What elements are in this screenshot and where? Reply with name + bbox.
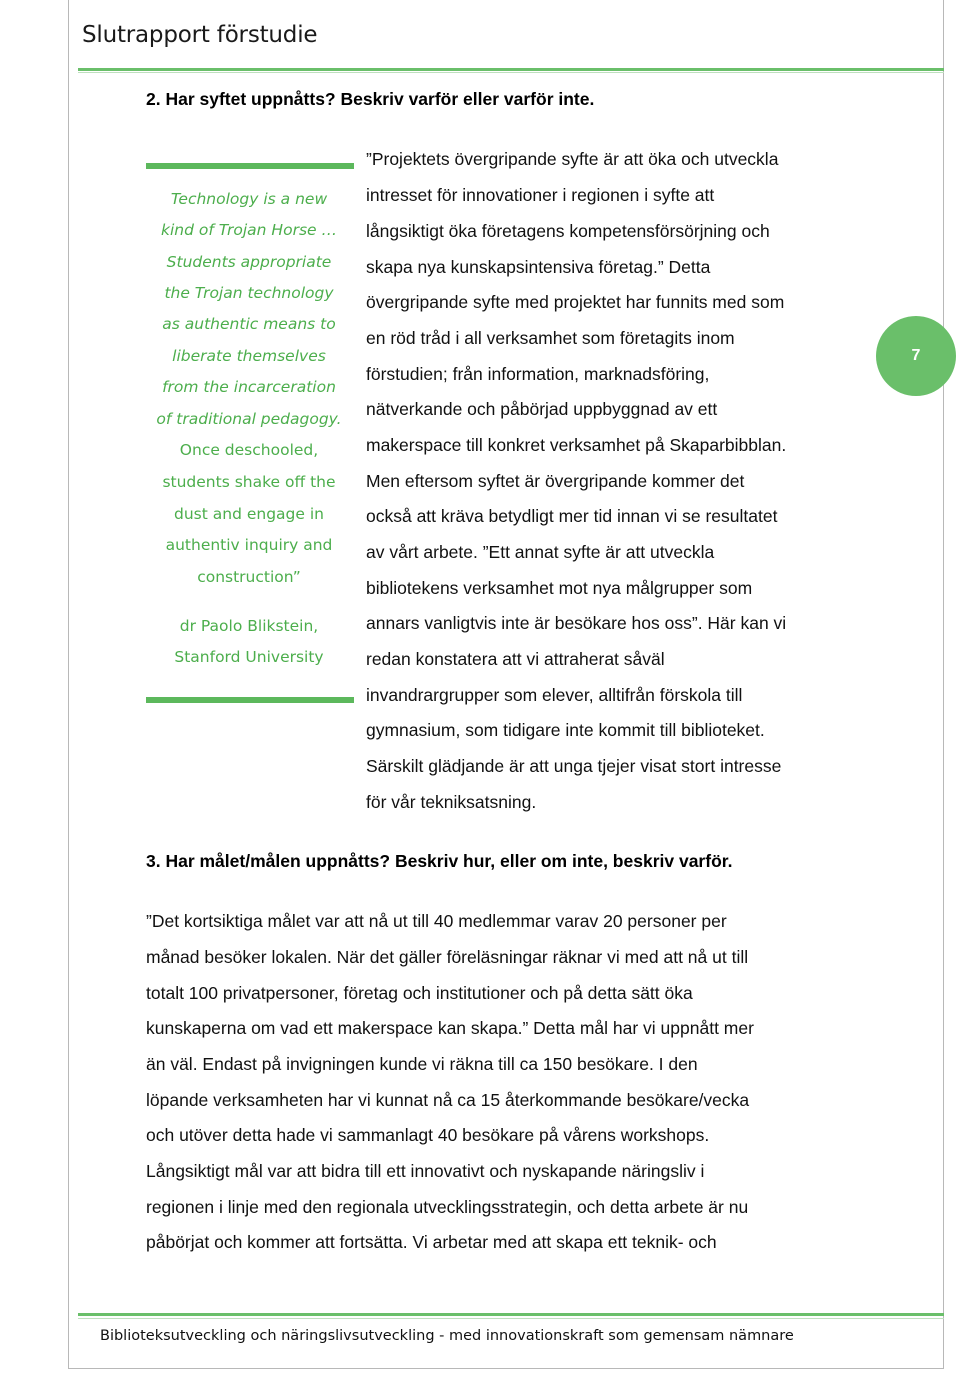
body-line: Långsiktigt mål var att bidra till ett innovativt och nyskapande näringsliv i <box>146 1161 705 1181</box>
quote-line: as authentic means to <box>162 315 336 333</box>
body-line: övergripande syfte med projektet har funnits med som <box>366 292 785 312</box>
body-line: för vår tekniksatsning. <box>366 792 537 812</box>
quote-line: authentiv inquiry and <box>165 536 333 554</box>
section-3-heading: 3. Har målet/målen uppnåtts? Beskriv hur, eller om inte, beskriv varför. <box>146 851 733 871</box>
body-line: också att kräva betydligt mer tid innan vi se resultatet <box>366 506 778 526</box>
body-line: ”Projektets övergripande syfte är att öka och utveckla <box>366 149 779 169</box>
header-rule <box>78 68 944 71</box>
quote-line: Students appropriate <box>166 253 332 271</box>
body-line: nätverkande och påbörjad uppbyggnad av ett <box>366 399 718 419</box>
body-line: annars vanligtvis inte är besökare hos oss”. Här kan vi <box>366 613 787 633</box>
body-line: Särskilt glädjande är att unga tjejer visat stort intresse <box>366 756 782 776</box>
body-line: totalt 100 privatpersoner, företag och institutioner och på detta sätt öka <box>146 983 693 1003</box>
quote-line: students shake off the <box>162 473 336 491</box>
page-number-badge: 7 <box>876 316 956 396</box>
body-line: än väl. Endast på invigningen kunde vi räkna till ca 150 besökare. I den <box>146 1054 698 1074</box>
quote-line: construction” <box>197 568 301 586</box>
body-line: regionen i linje med den regionala utvecklingsstrategin, och detta arbete är nu <box>146 1197 749 1217</box>
quote-line: Once deschooled, <box>179 441 319 459</box>
quote-line: of traditional pedagogy. <box>156 410 342 428</box>
page-footer-text: Biblioteksutveckling och näringslivsutveckling - med innovationskraft som gemensam nämnare <box>100 1328 794 1344</box>
quote-bar-top <box>146 163 354 169</box>
body-line: Men eftersom syftet är övergripande kommer det <box>366 471 745 491</box>
body-line: invandrargrupper som elever, alltifrån förskola till <box>366 685 743 705</box>
body-line: förstudien; från information, marknadsföring, <box>366 364 710 384</box>
body-line: löpande verksamheten har vi kunnat nå ca 15 återkommande besökare/vecka <box>146 1090 750 1110</box>
body-line: av vårt arbete. ”Ett annat syfte är att utveckla <box>366 542 715 562</box>
footer-rule <box>78 1313 944 1316</box>
quote-bar-bottom <box>146 697 354 703</box>
body-line: en röd tråd i all verksamhet som företagits inom <box>366 328 735 348</box>
body-line: kunskaperna om vad ett makerspace kan skapa.” Detta mål har vi uppnått mer <box>146 1018 754 1038</box>
body-line: och utöver detta hade vi sammanlagt 40 besökare på vårens workshops. <box>146 1125 710 1145</box>
quote-line: liberate themselves <box>172 347 326 365</box>
body-line: skapa nya kunskapsintensiva företag.” Detta <box>366 257 711 277</box>
body-line: bibliotekens verksamhet mot nya målgrupper som <box>366 578 753 598</box>
body-line: gymnasium, som tidigare inte kommit till biblioteket. <box>366 720 765 740</box>
body-line: långsiktigt öka företagens kompetensförsörjning och <box>366 221 770 241</box>
body-line: månad besöker lokalen. När det gäller föreläsningar räknar vi med att nå ut till <box>146 947 749 967</box>
page-header-title: Slutrapport förstudie <box>82 22 318 48</box>
quote-line: dust and engage in <box>174 505 324 523</box>
section-2-heading: 2. Har syftet uppnåtts? Beskriv varför eller varför inte. <box>146 89 595 109</box>
body-line: påbörjat och kommer att fortsätta. Vi arbetar med att skapa ett teknik- och <box>146 1232 717 1252</box>
footer-rule-thin <box>78 1318 944 1319</box>
body-line: intresset för innovationer i regionen i syfte att <box>366 185 715 205</box>
quote-attribution: Stanford University <box>174 648 324 666</box>
body-line: makerspace till konkret verksamhet på Skaparbibblan. <box>366 435 787 455</box>
quote-line: the Trojan technology <box>164 284 334 302</box>
quote-line: kind of Trojan Horse … <box>161 221 337 239</box>
body-line: redan konstatera att vi attraherat såväl <box>366 649 665 669</box>
header-rule-thin <box>78 72 944 73</box>
body-line: ”Det kortsiktiga målet var att nå ut till 40 medlemmar varav 20 personer per <box>146 911 727 931</box>
quote-line: Technology is a new <box>170 190 328 208</box>
quote-line: from the incarceration <box>162 378 336 396</box>
quote-attribution: dr Paolo Blikstein, <box>179 617 319 635</box>
